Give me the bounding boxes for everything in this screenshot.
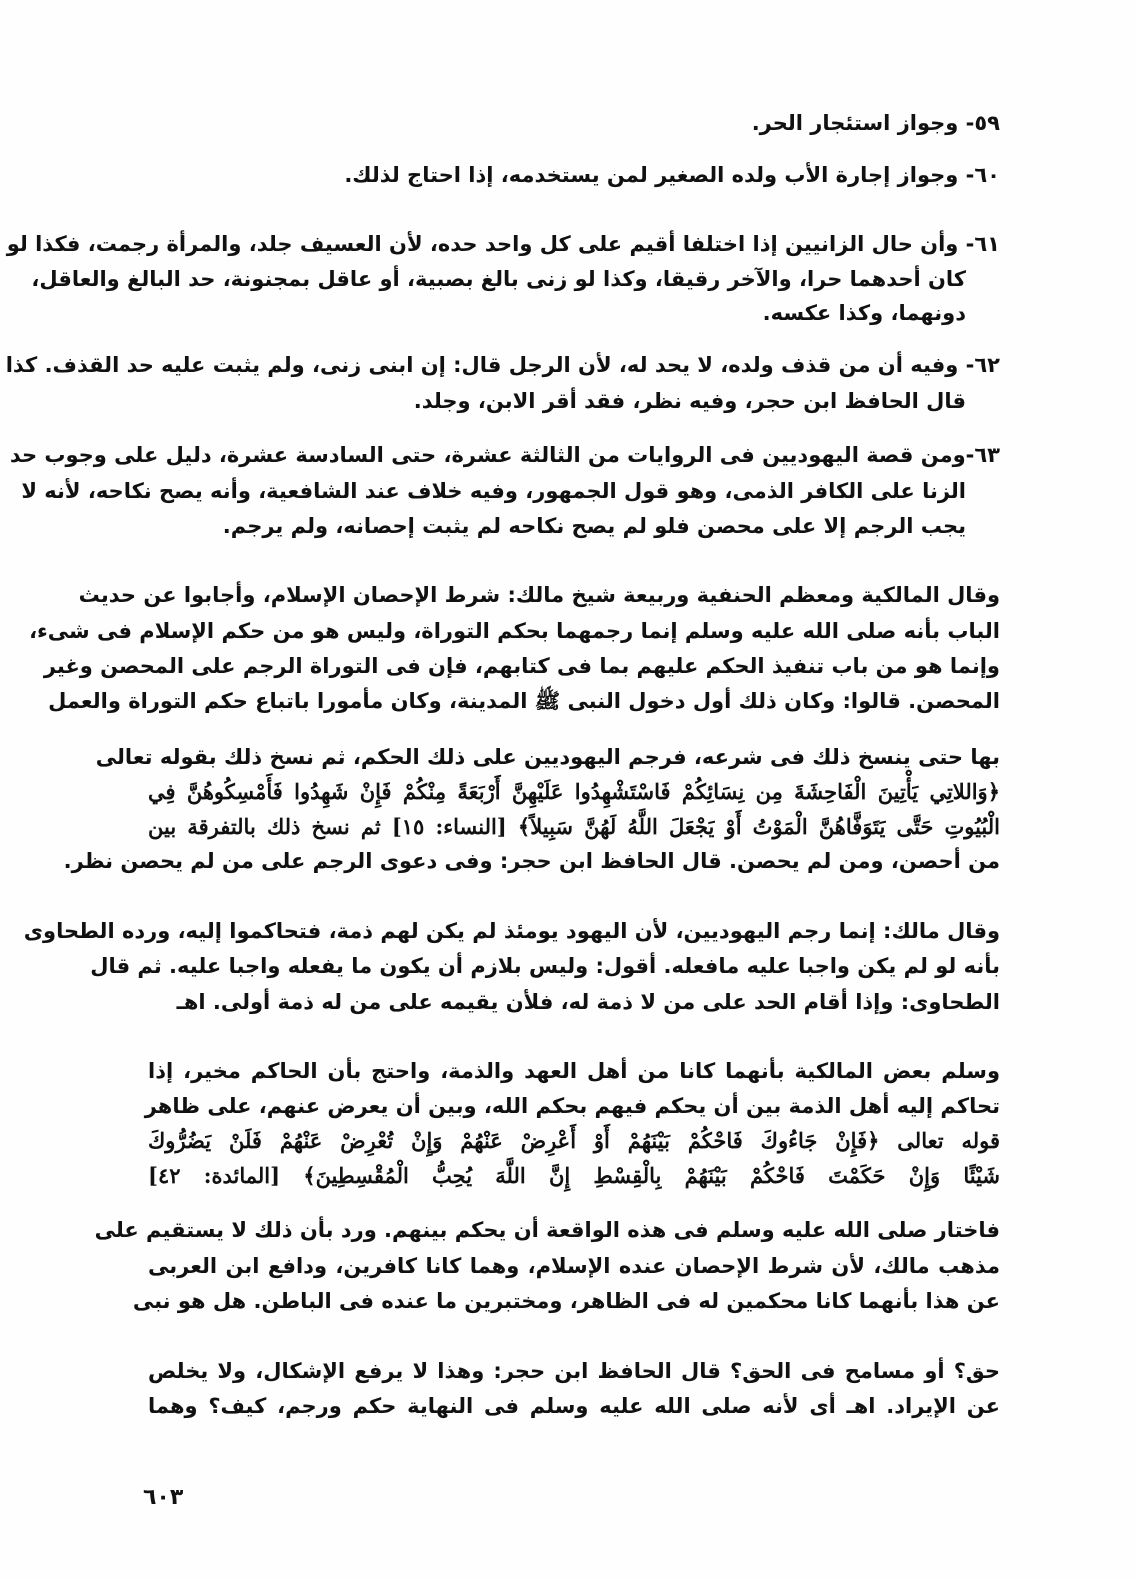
quran-verse-line: قوله تعالى ﴿فَإِنْ جَاءُوكَ فَاحْكُمْ بَيْنَهُمْ أَوْ أَعْرِضْ عَنْهُمْ وَإِنْ تُعْرِضْ عَنْهُمْ فَلَنْ يَضُرُّوكَ [148,1128,1000,1153]
paragraph-line: وقال مالك: إنما رجم اليهوديين، لأن اليهود يومئذ لم يكن لهم ذمة، فتحاكموا إليه، ورده الطحاوى [23,919,1000,943]
item-63-line-2: الزنا على الكافر الذمى، وهو قول الجمهور، وفيه خلاف عند الشافعية، وأنه يصح نكاحه، لأنه لا [21,479,966,503]
paragraph-line: عن هذا بأنهما كانا محكمين له فى الظاهر، ومختبرين ما عنده فى الباطن. هل هو نبى [132,1289,1000,1313]
page-number: ٦٠٣ [143,1485,184,1510]
paragraph-line: مذهب مالك، لأن شرط الإحصان عنده الإسلام، وهما كانا كافرين، ودافع ابن العربى [148,1254,1000,1278]
paragraph-line: بأنه لو لم يكن واجبا عليه مافعله. أقول: وليس بلازم أن يكون ما يفعله واجبا عليه. ثم قال [90,954,1000,978]
item-59: ٥٩- وجواز استئجار الحر. [751,111,1000,135]
paragraph-line: تحاكم إليه أهل الذمة بين أن يحكم فيهم بحكم الله، وبين أن يعرض عنهم، على ظاهر [144,1094,1000,1118]
paragraph-line: المحصن. قالوا: وكان ذلك أول دخول النبى ﷺ المدينة، وكان مأمورا باتباع حكم التوراة والعمل [48,689,1000,713]
item-60: ٦٠- وجواز إجارة الأب ولده الصغير لمن يستخدمه، إذا احتاج لذلك. [344,163,1000,187]
paragraph-line: حق؟ أو مسامح فى الحق؟ قال الحافظ ابن حجر: وهذا لا يرفع الإشكال، ولا يخلص [148,1359,1000,1383]
quran-verse-line: الْبُيُوتِ حَتَّى يَتَوَفَّاهُنَّ الْمَوْتُ أَوْ يَجْعَلَ اللَّهُ لَهُنَّ سَبِيلاً﴾ [النساء: ١٥] ثم نسخ ذلك بالتفرقة بين [148,814,1000,839]
item-61-line-2: كان أحدهما حرا، والآخر رقيقا، وكذا لو زنى بالغ بصبية، أو عاقل بمجنونة، حد البالغ والعاقل، [31,267,966,291]
paragraph-line: وقال المالكية ومعظم الحنفية وربيعة شيخ مالك: شرط الإحصان الإسلام، وأجابوا عن حديث [78,583,1000,607]
item-63-line-1: ٦٣-ومن قصة اليهوديين فى الروايات من الثالثة عشرة، حتى السادسة عشرة، دليل على وجوب حد [9,443,1000,467]
quran-verse-line: شَيْئًا وَإِنْ حَكَمْتَ فَاحْكُمْ بَيْنَهُمْ بِالْقِسْطِ إِنَّ اللَّهَ يُحِبُّ الْمُقْسِطِينَ﴾ [المائدة: ٤٢] [148,1163,1000,1188]
paragraph-line: الطحاوى: وإذا أقام الحد على من لا ذمة له، فلأن يقيمه على من له ذمة أولى. اهـ [176,990,1000,1014]
item-62-line-1: ٦٢- وفيه أن من قذف ولده، لا يحد له، لأن الرجل قال: إن ابنى زنى، ولم يثبت عليه حد القذف. كذا [5,353,1000,377]
paragraph-line: وإنما هو من باب تنفيذ الحكم عليهم بما فى كتابهم، فإن فى التوراة الرجم على المحصن وغير [43,654,1000,678]
quran-verse-line: ﴿وَاللاتِي يَأْتِينَ الْفَاحِشَةَ مِن نِسَائِكُمْ فَاسْتَشْهِدُوا عَلَيْهِنَّ أَرْبَعَةً مِنْكُمْ فَإِنْ شَهِدُوا فَأَمْسِكُوهُنَّ فِي [148,779,1000,804]
paragraph-line: من أحصن، ومن لم يحصن. قال الحافظ ابن حجر: وفى دعوى الرجم على من لم يحصن نظر. [63,849,1000,873]
paragraph-line: عن الإيراد. اهـ أى لأنه صلى الله عليه وسلم فى النهاية حكم ورجم، كيف؟ وهما [148,1394,1000,1418]
paragraph-line: الباب بأنه صلى الله عليه وسلم إنما رجمهما بحكم التوراة، وليس هو من حكم الإسلام فى شىء، [29,619,1000,643]
paragraph-line: بها حتى ينسخ ذلك فى شرعه، فرجم اليهوديين على ذلك الحكم، ثم نسخ ذلك بقوله تعالى [95,745,1000,769]
item-63-line-3: يجب الرجم إلا على محصن فلو لم يصح نكاحه لم يثبت إحصانه، ولم يرجم. [222,514,966,538]
paragraph-line: وسلم بعض المالكية بأنهما كانا من أهل العهد والذمة، واحتج بأن الحاكم مخير، إذا [148,1059,1000,1083]
item-62-line-2: قال الحافظ ابن حجر، وفيه نظر، فقد أقر الابن، وجلد. [413,389,966,413]
item-61-line-1: ٦١- وأن حال الزانيين إذا اختلفا أقيم على كل واحد حده، لأن العسيف جلد، والمرأة رجمت، فكذا لو [6,232,1000,256]
item-61-line-3: دونهما، وكذا عكسه. [762,301,966,325]
paragraph-line: فاختار صلى الله عليه وسلم فى هذه الواقعة أن يحكم بينهم. ورد بأن ذلك لا يستقيم على [94,1218,1000,1242]
